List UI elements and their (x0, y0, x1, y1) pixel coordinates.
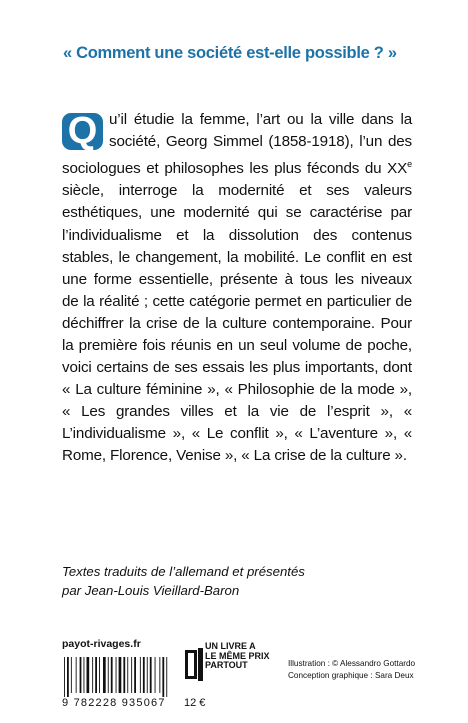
barcode-bar (80, 657, 82, 693)
barcode-bar (64, 657, 65, 697)
barcode-bar (84, 657, 85, 693)
barcode-bars (62, 657, 176, 697)
blurb-paragraph: u’il étudie la femme, l’art ou la ville dans la société, Georg Simmel (1858-1918), l’un des sociologues et philosophes les plus féconds du XXe siècle, interroge la modernité et ses valeurs esthétiques, une modernité qui se caractérise par l’individualisme et la dissolution des contenus stables, le changement, la mobilité. Le conflit en est une forme essentielle, présente à tous les niveaux de la réalité ; cette catégorie permet en particulier de déchiffrer la crise de la culture contemporaine. Pour la première fois réunis en un seul volume de poche, voici certains de ses essais les plus importants, dont « La culture féminine », « Philosophie de la mode », « Les grandes villes et la vie de l’esprit », « L’individualisme », « Le conflit », « L’aventure », « Rome, Florence, Venise », « La crise de la culture ». (62, 111, 412, 465)
barcode-bar (87, 657, 90, 693)
barcode-bar (116, 657, 117, 693)
price-label-line-1: UN LIVRE A (205, 641, 256, 651)
barcode-bar (119, 657, 122, 693)
barcode-bar (131, 657, 132, 693)
barcode-bar (76, 657, 77, 693)
barcode-bar (140, 657, 141, 693)
barcode-bar (95, 657, 97, 693)
price: 12 € (184, 697, 206, 709)
design-credit: Conception graphique : Sara Deux (288, 670, 414, 680)
drop-cap: Q (62, 113, 103, 150)
blurb (62, 109, 412, 468)
cover-credits (288, 658, 415, 681)
barcode-bar (143, 657, 145, 693)
barcode-bar (71, 657, 72, 693)
barcode-bar (108, 657, 109, 693)
barcode-bar (147, 657, 148, 693)
price-label-line-2: LE MÊME PRIX (205, 650, 270, 661)
barcode-bar (134, 657, 136, 693)
isbn-number: 9 782228 935067 (62, 697, 166, 709)
barcode-bar (159, 657, 160, 693)
barcode-bar (127, 657, 128, 693)
barcode-bar (150, 657, 152, 693)
barcode-bar (111, 657, 113, 693)
tagline-quote: « Comment une société est-elle possible ? » (63, 44, 397, 62)
price-label-line-3: PARTOUT (205, 660, 248, 670)
translator-line-1: Textes traduits de l’allemand et présentés (62, 564, 305, 579)
price-label (205, 642, 285, 671)
barcode-bar (123, 657, 125, 693)
translator-line-2: par Jean-Louis Vieillard-Baron (62, 582, 240, 598)
barcode-bar (162, 657, 164, 697)
barcode-bar (103, 657, 106, 693)
barcode-bar (166, 657, 167, 697)
illustration-credit: Illustration : © Alessandro Gottardo (288, 659, 416, 668)
publisher-website: payot-rivages.fr (62, 638, 141, 650)
translator-credit (62, 563, 392, 600)
barcode-bar (99, 657, 100, 693)
barcode-bar (155, 657, 156, 693)
barcode-bar (92, 657, 93, 693)
barcode-bar (67, 657, 69, 697)
